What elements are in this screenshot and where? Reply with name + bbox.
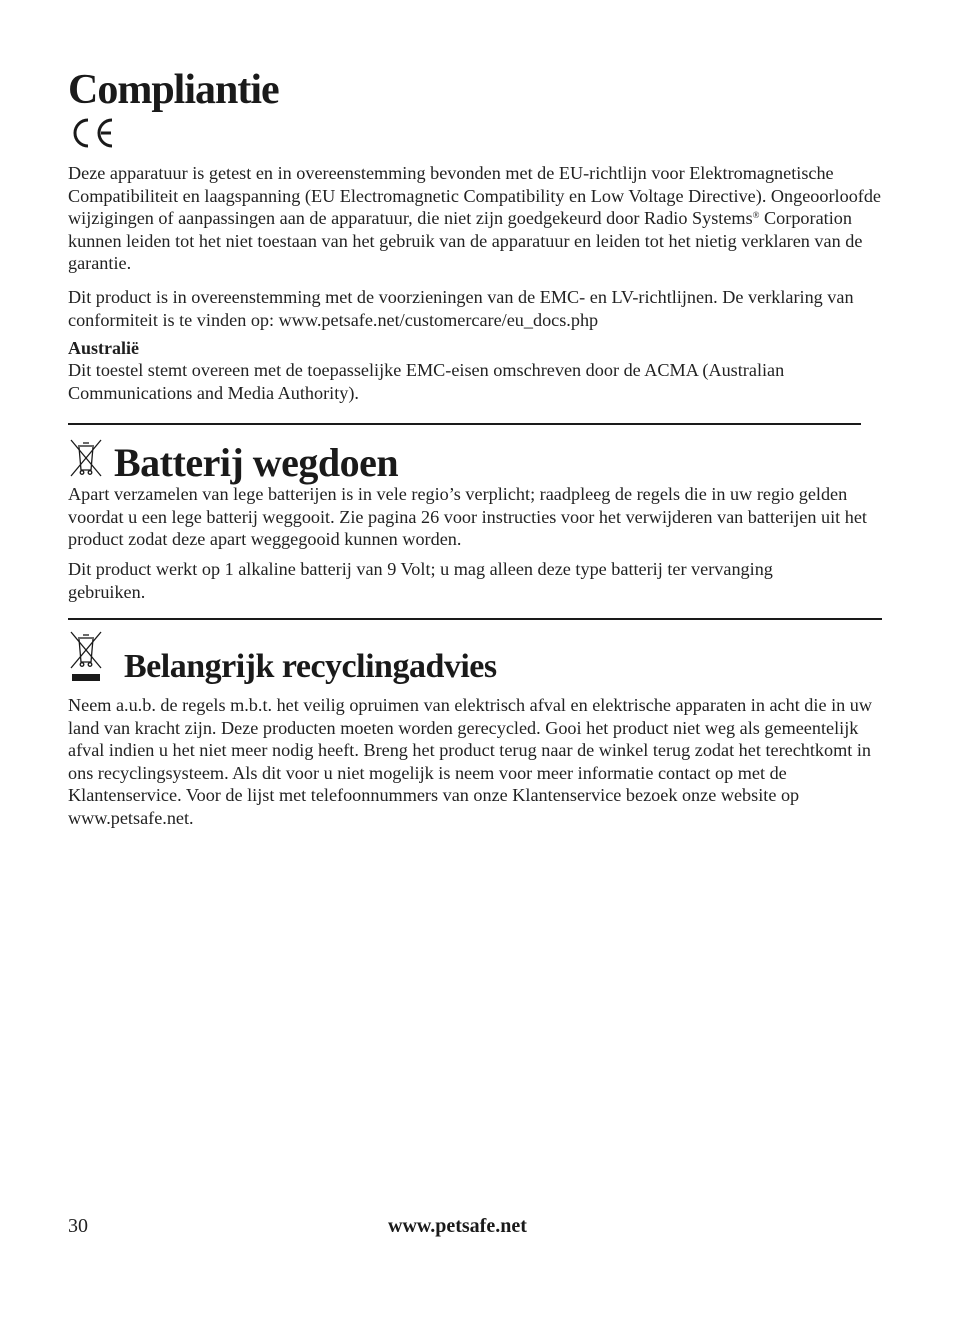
section-divider: [68, 423, 861, 425]
battery-title: Batterij wegdoen: [114, 440, 399, 485]
australia-text: Dit toestel stemt overeen met de toepasselijke EMC-eisen omschreven door de ACMA (Australian Communications and Media Authority).: [68, 360, 785, 403]
weee-bin-icon: [68, 630, 104, 682]
recycling-paragraph: Neem a.u.b. de regels m.b.t. het veilig opruimen van elektrisch afval en elektrische apparaten in acht die in uw land van kracht zijn. Deze producten moeten worden gerecycled. Gooi het product niet weg als gemeentelijk afval indien u het niet meer nodig heeft. Breng het product terug naar de winkel terug zodat het terechtkomt in ons recyclingsysteem. Als dit voor u niet mogelijk is neem voor meer informatie contact op met de Klantenservice. Voor de lijst met telefoonnummers van onze Klantenservice bezoek onze website op www.petsafe.net.: [68, 695, 872, 828]
footer-url: www.petsafe.net: [388, 1215, 527, 1237]
page-number: 30: [68, 1215, 88, 1237]
compliance-paragraph-1: Deze apparatuur is getest en in overeenstemming bevonden met de EU-richtlijn voor Elektromagnetische Compatibiliteit en laagspanning (EU Electromagnetic Compatibility en Low Voltage Directive). Ongeoorloofde wijzigingen of aanpassingen aan de apparatuur, die niet zijn goedgekeurd door Radio Systems® Corporation kunnen leiden tot het niet toestaan van het gebruik van de apparatuur en leiden tot het nietig verklaren van de garantie.: [68, 163, 882, 274]
crossed-bin-icon: [68, 438, 104, 478]
manual-page: [68, 0, 882, 1318]
compliance-title: Compliantie: [68, 67, 279, 113]
section-divider: [68, 618, 882, 620]
battery-paragraph-2: Dit product werkt op 1 alkaline batterij van 9 Volt; u mag alleen deze type batterij ter vervanging gebruiken.: [68, 559, 773, 602]
battery-paragraph-1: Apart verzamelen van lege batterijen is in vele regio’s verplicht; raadpleeg de regels die in uw regio gelden voordat u een lege batterij weggooit. Zie pagina 26 voor instructies voor het verwijderen van batterijen uit het product zodat deze apart weggegooid kunnen worden.: [68, 484, 867, 550]
australia-heading: Australië: [68, 338, 139, 358]
compliance-paragraph-2: Dit product is in overeenstemming met de voorzieningen van de EMC- en LV-richtlijnen. De verklaring van conformiteit is te vinden op: www.petsafe.net/customercare/eu_docs.php: [68, 287, 854, 330]
recycling-title: Belangrijk recyclingadvies: [124, 648, 497, 685]
ce-mark-icon: [68, 116, 116, 150]
